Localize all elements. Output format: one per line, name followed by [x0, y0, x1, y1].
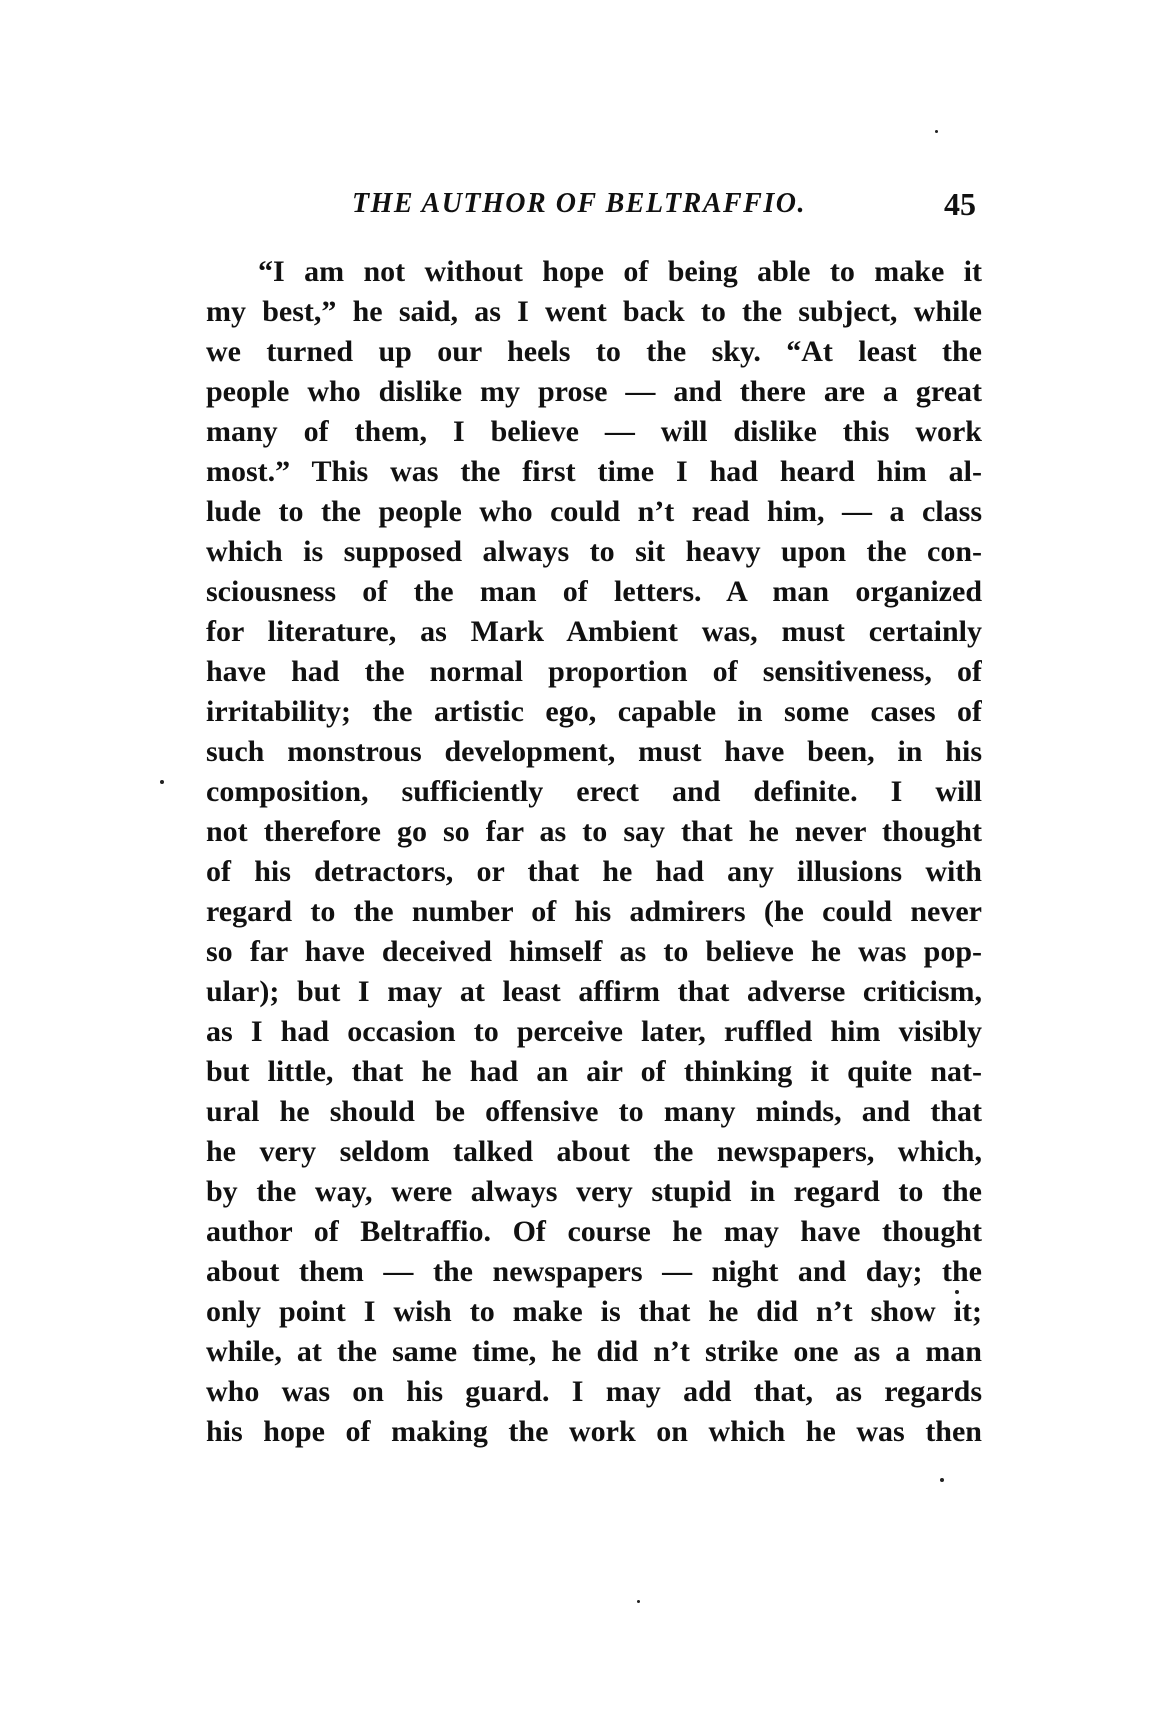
text-line: as I had occasion to perceive later, ruffled him visibly [206, 1015, 982, 1048]
text-line: by the way, were always very stupid in regard to the [206, 1175, 982, 1208]
paper-speck [935, 130, 938, 133]
text-line: ular); but I may at least affirm that adverse criticism, [206, 975, 982, 1008]
text-line: so far have deceived himself as to believe he was pop- [206, 935, 982, 968]
paper-speck [637, 1600, 640, 1603]
text-line: sciousness of the man of letters. A man organized [206, 575, 982, 608]
text-line: people who dislike my prose — and there are a great [206, 375, 982, 408]
text-line: his hope of making the work on which he was then [206, 1415, 982, 1448]
text-line: he very seldom talked about the newspapers, which, [206, 1135, 982, 1168]
body-text [206, 252, 982, 1452]
text-line: not therefore go so far as to say that he never thought [206, 815, 982, 848]
text-line: who was on his guard. I may add that, as regards [206, 1375, 982, 1408]
text-line: such monstrous development, must have been, in his [206, 735, 982, 768]
text-line: my best,” he said, as I went back to the subject, while [206, 295, 982, 328]
text-line: while, at the same time, he did n’t strike one as a man [206, 1335, 982, 1368]
text-line: about them — the newspapers — night and day; the [206, 1255, 982, 1288]
text-line: have had the normal proportion of sensitiveness, of [206, 655, 982, 688]
text-line: for literature, as Mark Ambient was, must certainly [206, 615, 982, 648]
text-line: we turned up our heels to the sky. “At least the [206, 335, 982, 368]
text-line: many of them, I believe — will dislike this work [206, 415, 982, 448]
text-line: most.” This was the first time I had heard him al- [206, 455, 982, 488]
text-line: irritability; the artistic ego, capable in some cases of [206, 695, 982, 728]
text-line: regard to the number of his admirers (he could never [206, 895, 982, 928]
text-line: ural he should be offensive to many minds, and that [206, 1095, 982, 1128]
text-line: but little, that he had an air of thinking it quite nat- [206, 1055, 982, 1088]
paper-speck [955, 1290, 959, 1294]
text-line: “I am not without hope of being able to make it [258, 255, 982, 288]
text-line: of his detractors, or that he had any illusions with [206, 855, 982, 888]
running-title: THE AUTHOR OF BELTRAFFIO. [352, 188, 806, 219]
text-line: composition, sufficiently erect and definite. I will [206, 775, 982, 808]
text-line: author of Beltraffio. Of course he may have thought [206, 1215, 982, 1248]
text-line: lude to the people who could n’t read him, — a class [206, 495, 982, 528]
page-number: 45 [944, 186, 976, 222]
paper-speck [160, 780, 164, 784]
text-line: only point I wish to make is that he did n’t show it; [206, 1295, 982, 1328]
running-head [206, 188, 976, 228]
text-line: which is supposed always to sit heavy upon the con- [206, 535, 982, 568]
paper-speck [940, 1478, 944, 1482]
